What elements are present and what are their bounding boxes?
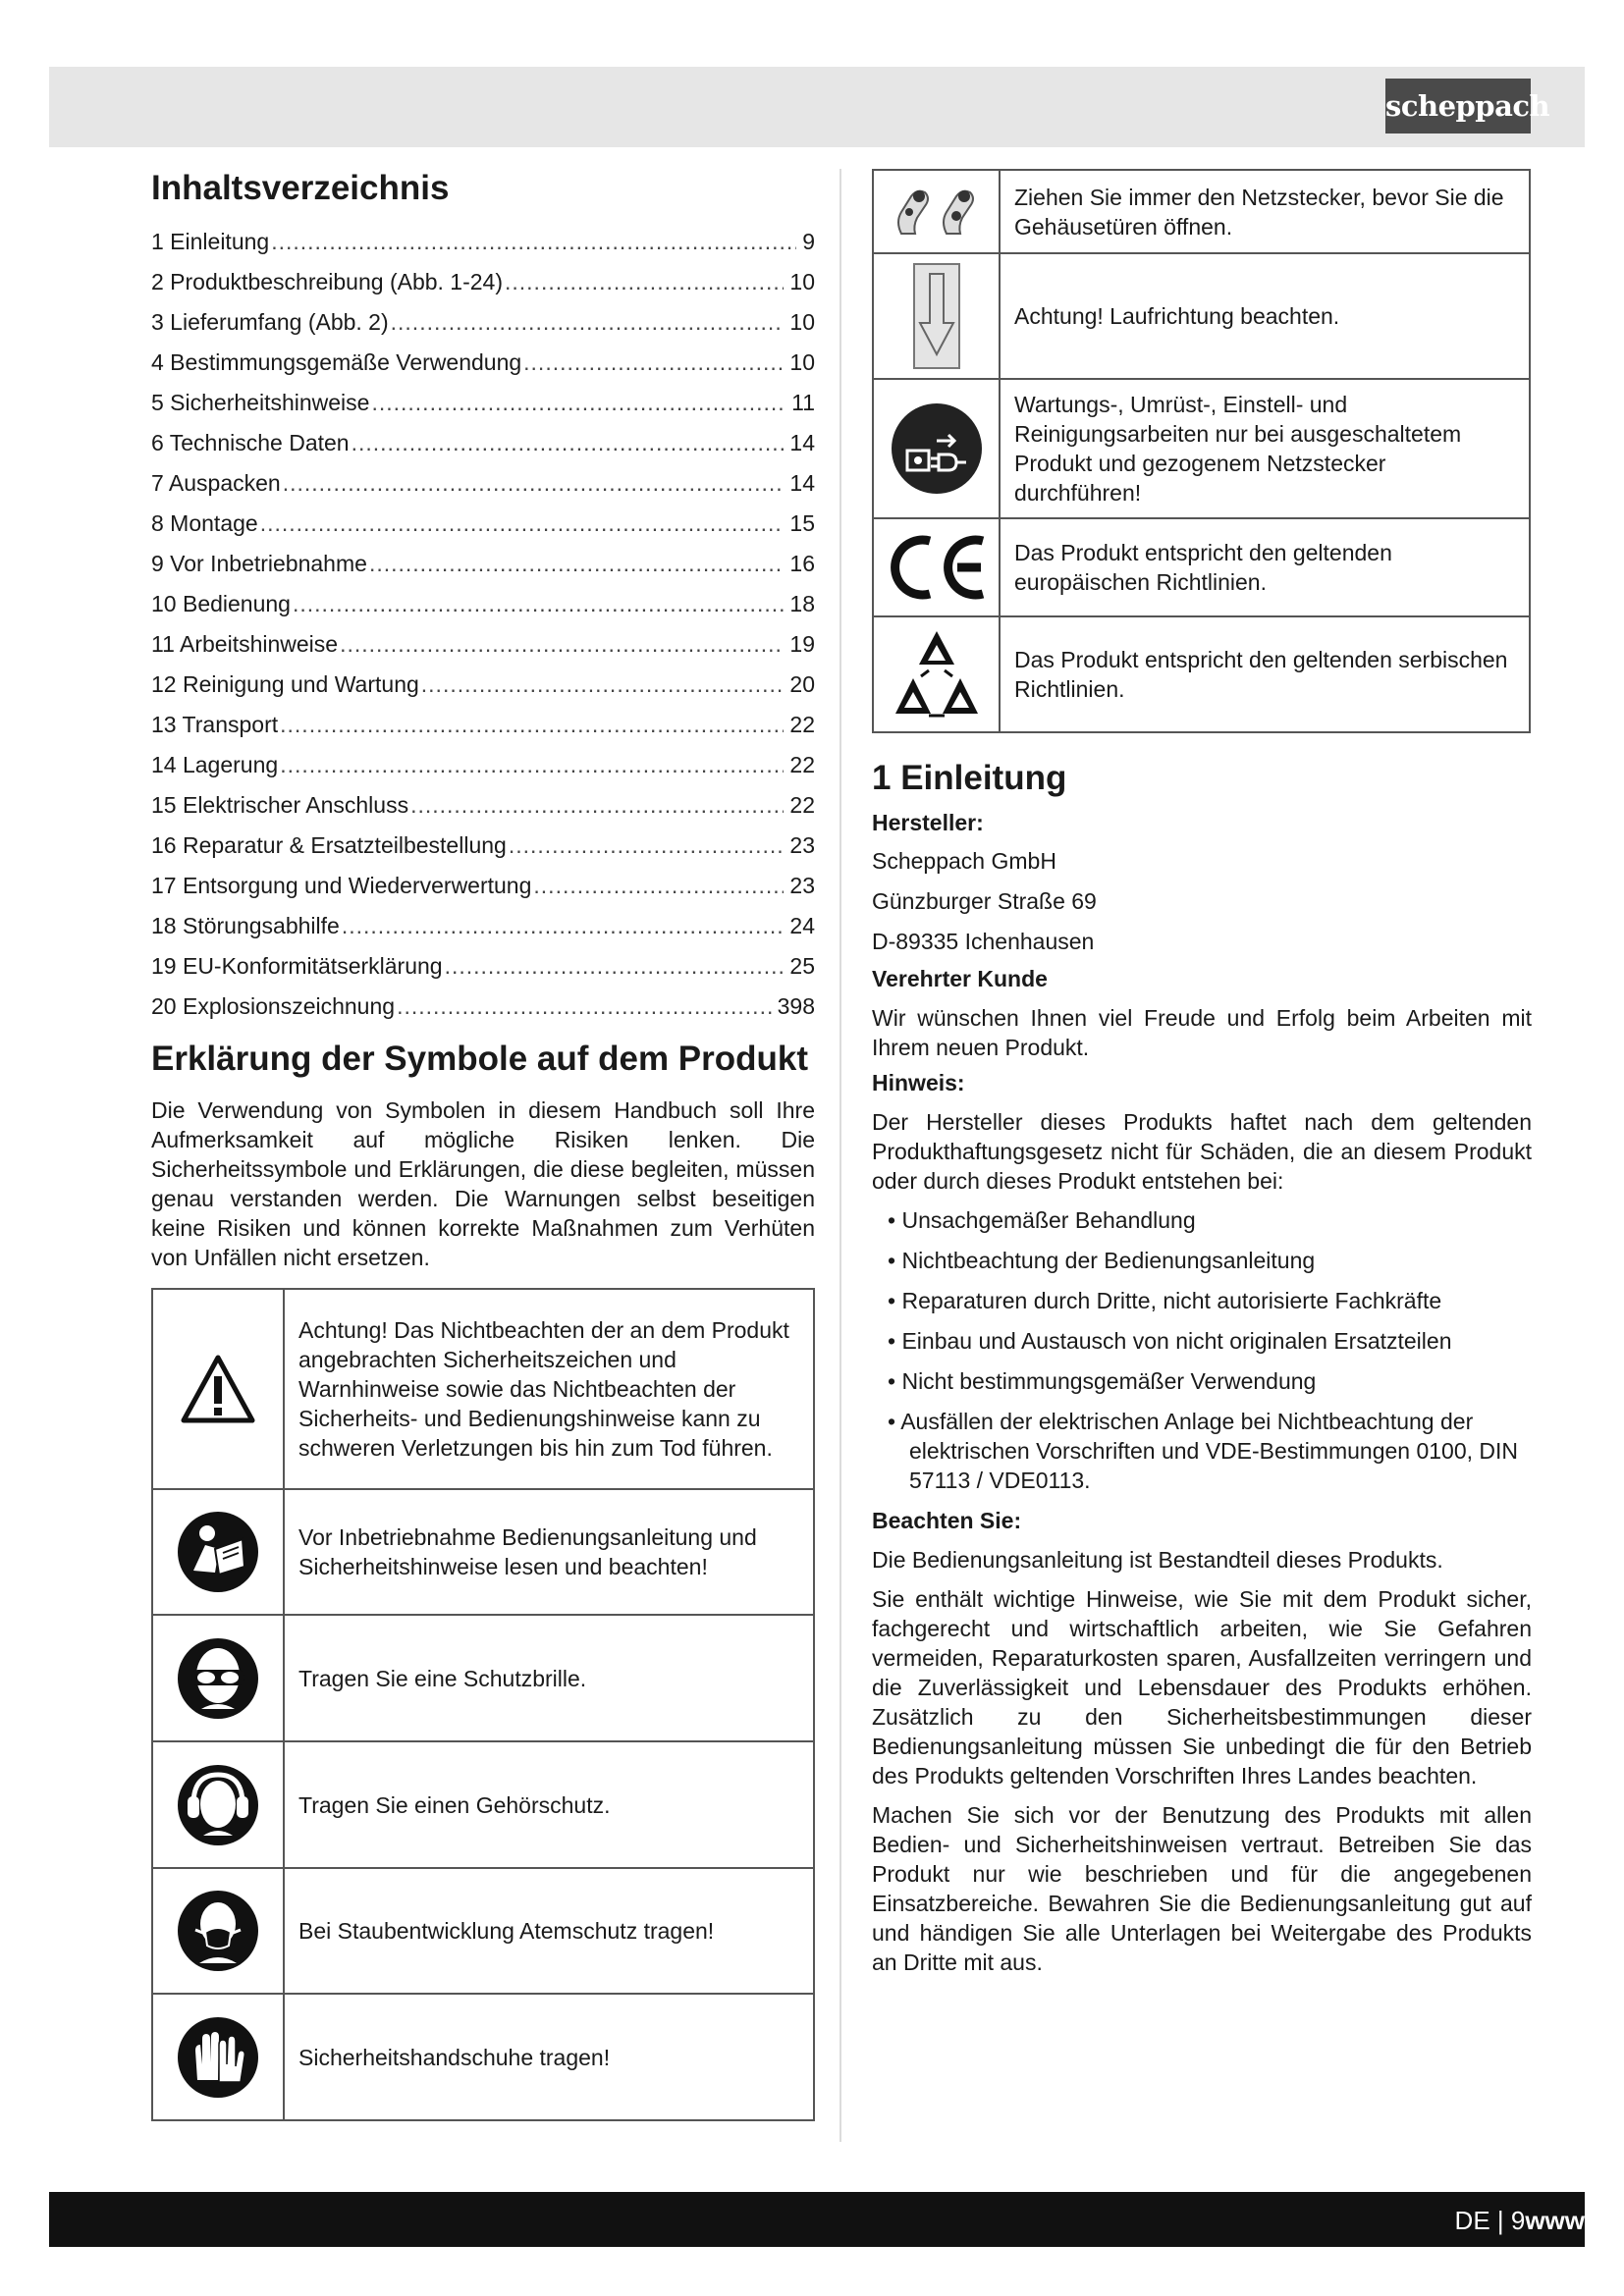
- symbol-text: Ziehen Sie immer den Netzstecker, bevor Sie die Gehäusetüren öffnen.: [1000, 170, 1530, 253]
- liability-list: [872, 1205, 1532, 1495]
- toc-item: [151, 826, 815, 866]
- toc-item: [151, 423, 815, 463]
- symbol-row: [152, 1741, 814, 1868]
- symbol-icon-cell: [152, 1741, 284, 1868]
- toc-leader-dots: [509, 826, 785, 866]
- toc-item: [151, 624, 815, 665]
- toc-item: [151, 302, 815, 343]
- symbol-icon-cell: [152, 1289, 284, 1489]
- symbols-table-left: [151, 1288, 815, 2121]
- observe-paragraph: Sie enthält wichtige Hinweise, wie Sie mit dem Produkt sicher, fachgerecht und wirtschaftlich arbeiten, wie Sie Gefahren vermeiden, Reparaturkosten sparen, Ausfallzeiten verringern und die Zuverlässigkeit und Lebensdauer des Produkts erhöhen. Zusätzlich zu den Sicherheitsbestimmungen dieser Bedienungsanleitung müssen Sie unbedingt die für den Betrieb des Produkts geltenden Vorschriften Ihres Landes beachten.: [872, 1586, 1532, 1789]
- symbol-icon-cell: [152, 1868, 284, 1994]
- toc-leader-dots: [397, 987, 772, 1027]
- toc-item-page: 22: [789, 752, 815, 777]
- toc-item-page: 16: [789, 551, 815, 576]
- toc-leader-dots: [445, 946, 785, 987]
- list-item: • Unsachgemäßer Behandlung: [872, 1205, 1532, 1235]
- toc-item: [151, 745, 815, 785]
- toc-leader-dots: [505, 262, 784, 302]
- symbol-row: [152, 1289, 814, 1489]
- toc-leader-dots: [352, 423, 785, 463]
- symbol-row: [873, 616, 1530, 732]
- note-label: Hinweis:: [872, 1070, 965, 1095]
- toc-item-label: 15 Elektrischer Anschluss: [151, 792, 409, 818]
- toc-item: [151, 343, 815, 383]
- symbol-text: Achtung! Laufrichtung beachten.: [1000, 253, 1530, 379]
- toc-leader-dots: [293, 584, 784, 624]
- safety-glasses-icon: [176, 1636, 260, 1721]
- symbol-icon-cell: [873, 379, 1000, 518]
- toc-title: Inhaltsverzeichnis: [151, 169, 450, 207]
- symbol-text: Das Produkt entspricht den geltenden europäischen Richtlinien.: [1000, 518, 1530, 616]
- warning-triangle-icon: [181, 1355, 255, 1423]
- symbol-icon-cell: [152, 1489, 284, 1615]
- toc-item: [151, 222, 815, 262]
- symbol-text: Achtung! Das Nichtbeachten der an dem Produkt angebrachten Sicherheitszeichen und Warnhinweise sowie das Nichtbeachten der Sicherheits- und Bedienungshinweise kann zu schweren Verletzungen bis hin zum Tod führen.: [284, 1289, 814, 1489]
- toc-leader-dots: [271, 222, 796, 262]
- respirator-icon: [176, 1889, 260, 1973]
- symbol-row: [873, 170, 1530, 253]
- toc-leader-dots: [283, 463, 785, 504]
- toc-item: [151, 987, 815, 1027]
- toc-item-label: 13 Transport: [151, 712, 279, 737]
- toc-item: [151, 665, 815, 705]
- toc-item-label: 9 Vor Inbetriebnahme: [151, 551, 367, 576]
- list-item: • Reparaturen durch Dritte, nicht autorisierte Fachkräfte: [872, 1286, 1532, 1315]
- disconnect-plug-icon: [890, 401, 984, 496]
- symbol-row: [152, 1994, 814, 2120]
- symbol-icon-cell: [873, 518, 1000, 616]
- toc-item-label: 2 Produktbeschreibung (Abb. 1-24): [151, 269, 503, 294]
- toc-item: [151, 383, 815, 423]
- ear-protection-icon: [176, 1763, 260, 1847]
- toc-item-label: 20 Explosionszeichnung: [151, 993, 396, 1019]
- toc-leader-dots: [371, 383, 785, 423]
- toc-item-label: 12 Reinigung und Wartung: [151, 671, 419, 697]
- toc-item: [151, 866, 815, 906]
- safety-gloves-icon: [176, 2015, 260, 2100]
- toc-item: [151, 785, 815, 826]
- toc-item-label: 10 Bedienung: [151, 591, 291, 616]
- toc-leader-dots: [410, 785, 784, 826]
- symbol-text: Wartungs-, Umrüst-, Einstell- und Reinigungsarbeiten nur bei ausgeschaltetem Produkt und gezogenem Netzstecker durchführen!: [1000, 379, 1530, 518]
- symbol-icon-cell: [873, 170, 1000, 253]
- toc-leader-dots: [340, 624, 784, 665]
- toc-item-label: 14 Lagerung: [151, 752, 279, 777]
- toc-item-page: 23: [789, 873, 815, 898]
- symbol-text: Das Produkt entspricht den geltenden serbischen Richtlinien.: [1000, 616, 1530, 732]
- toc-item: [151, 584, 815, 624]
- toc-item: [151, 504, 815, 544]
- symbol-row: [873, 379, 1530, 518]
- toc-leader-dots: [391, 302, 785, 343]
- toc-item-label: 8 Montage: [151, 510, 258, 536]
- toc-item-label: 5 Sicherheitshinweise: [151, 390, 370, 415]
- toc-leader-dots: [342, 906, 785, 946]
- list-item: • Ausfällen der elektrischen Anlage bei Nichtbeachtung der elektrischen Vorschriften und VDE-Bestimmungen 0100, DIN 57113 / VDE0113.: [872, 1407, 1532, 1495]
- symbol-icon-cell: [152, 1615, 284, 1741]
- footer-bar: [49, 2192, 1585, 2247]
- symbol-text: Sicherheitshandschuhe tragen!: [284, 1994, 814, 2120]
- address-line: Günzburger Straße 69: [872, 888, 1097, 914]
- toc-item-page: 14: [789, 470, 815, 496]
- symbols-intro: Die Verwendung von Symbolen in diesem Handbuch soll Ihre Aufmerksamkeit auf mögliche Risiken lenken. Die Sicherheitssymbole und Erklärungen, die diese begleiten, müssen genau verstanden werden. Die Warnungen selbst beseitigen keine Risiken und können korrekte Maßnahmen zum Verhüten von Unfällen nicht ersetzen.: [151, 1097, 815, 1270]
- toc-item-page: 9: [802, 229, 815, 254]
- toc-item-page: 20: [789, 671, 815, 697]
- address-line: D-89335 Ichenhausen: [872, 929, 1095, 954]
- toc-item-page: 11: [791, 390, 815, 415]
- toc-item: [151, 463, 815, 504]
- toc-item-page: 10: [789, 349, 815, 375]
- read-manual-icon: [176, 1510, 260, 1594]
- toc-item-page: 25: [789, 953, 815, 979]
- toc-item-page: 15: [789, 510, 815, 536]
- toc-item: [151, 946, 815, 987]
- address-line: Scheppach GmbH: [872, 848, 1056, 874]
- list-item: • Nicht bestimmungsgemäßer Verwendung: [872, 1366, 1532, 1396]
- toc-item-page: 22: [789, 792, 815, 818]
- toc-leader-dots: [523, 343, 784, 383]
- toc-item-page: 14: [789, 430, 815, 455]
- toc-leader-dots: [533, 866, 784, 906]
- toc-leader-dots: [421, 665, 785, 705]
- toc-item: [151, 544, 815, 584]
- symbol-row: [152, 1489, 814, 1615]
- toc-item-page: 19: [789, 631, 815, 657]
- observe-paragraph: Machen Sie sich vor der Benutzung des Produkts mit allen Bedien- und Sicherheitshinweisen vertraut. Betreiben Sie das Produkt nur wie beschrieben und für die angegebenen Einsatzbereiche. Bewahren Sie die Bedienungsanleitung gut auf und händigen Sie alle Unterlagen bei Weitergabe des Produkts an Dritte mit aus.: [872, 1802, 1532, 1975]
- symbol-icon-cell: [873, 253, 1000, 379]
- toc-item-label: 7 Auspacken: [151, 470, 281, 496]
- toc-item-page: 23: [789, 832, 815, 858]
- symbol-row: [152, 1868, 814, 1994]
- symbols-title: Erklärung der Symbole auf dem Produkt: [151, 1040, 809, 1078]
- ce-mark-icon: [883, 533, 991, 602]
- symbol-icon-cell: [873, 616, 1000, 732]
- unplug-icon: [892, 183, 982, 241]
- toc-item-page: 18: [789, 591, 815, 616]
- toc-item-page: 10: [789, 269, 815, 294]
- serbian-conformity-icon: [890, 627, 984, 721]
- symbol-icon-cell: [152, 1994, 284, 2120]
- column-divider: [839, 169, 841, 2142]
- footer-url: www: [1525, 2206, 1585, 2235]
- direction-arrow-icon: [912, 262, 961, 370]
- toc-item-label: 3 Lieferumfang (Abb. 2): [151, 309, 389, 335]
- toc-item: [151, 262, 815, 302]
- table-of-contents: [151, 222, 815, 1027]
- header-bar: [49, 67, 1585, 147]
- toc-item-label: 6 Technische Daten: [151, 430, 350, 455]
- toc-item-page: 24: [789, 913, 815, 938]
- toc-leader-dots: [369, 544, 784, 584]
- toc-leader-dots: [280, 745, 784, 785]
- customer-label: Verehrter Kunde: [872, 966, 1048, 991]
- left-column: [151, 167, 815, 2121]
- toc-item-page: 10: [789, 309, 815, 335]
- symbol-row: [152, 1615, 814, 1741]
- symbol-row: [873, 518, 1530, 616]
- list-item: • Nichtbeachtung der Bedienungsanleitung: [872, 1246, 1532, 1275]
- toc-item-label: 1 Einleitung: [151, 229, 270, 254]
- symbol-text: Tragen Sie eine Schutzbrille.: [284, 1615, 814, 1741]
- symbols-table-right: [872, 169, 1531, 733]
- list-item: • Einbau und Austausch von nicht originalen Ersatzteilen: [872, 1326, 1532, 1356]
- intro-title: 1 Einleitung: [872, 759, 1067, 797]
- toc-item: [151, 906, 815, 946]
- toc-item-page: 22: [789, 712, 815, 737]
- footer-page-label: [1455, 2208, 1585, 2233]
- symbol-row: [873, 253, 1530, 379]
- toc-item-label: 17 Entsorgung und Wiederverwertung: [151, 873, 532, 898]
- manufacturer-address: [872, 841, 1532, 962]
- toc-item-page: 398: [777, 993, 815, 1019]
- note-text: Der Hersteller dieses Produkts haftet nach dem geltenden Produkthaftungsgesetz nicht für Schäden, die an diesem Produkt oder durch dieses Produkt entstehen bei:: [872, 1109, 1532, 1194]
- toc-item-label: 18 Störungsabhilfe: [151, 913, 340, 938]
- toc-item: [151, 705, 815, 745]
- toc-leader-dots: [280, 705, 784, 745]
- toc-item-label: 19 EU-Konformitätserklärung: [151, 953, 443, 979]
- observe-paragraph: Die Bedienungsanleitung ist Bestandteil dieses Produkts.: [872, 1547, 1443, 1573]
- toc-item-label: 11 Arbeitshinweise: [151, 631, 339, 657]
- toc-item-label: 4 Bestimmungsgemäße Verwendung: [151, 349, 522, 375]
- toc-item-label: 16 Reparatur & Ersatzteilbestellung: [151, 832, 507, 858]
- symbol-text: Tragen Sie einen Gehörschutz.: [284, 1741, 814, 1868]
- scheppach-logo: scheppach: [1385, 79, 1531, 133]
- customer-text: Wir wünschen Ihnen viel Freude und Erfolg beim Arbeiten mit Ihrem neuen Produkt.: [872, 1005, 1532, 1060]
- observe-label: Beachten Sie:: [872, 1508, 1022, 1533]
- symbol-text: Vor Inbetriebnahme Bedienungsanleitung und Sicherheitshinweise lesen und beachten!: [284, 1489, 814, 1615]
- manufacturer-label: Hersteller:: [872, 810, 984, 835]
- symbol-text: Bei Staubentwicklung Atemschutz tragen!: [284, 1868, 814, 1994]
- toc-leader-dots: [260, 504, 785, 544]
- page-number: DE | 9: [1454, 2206, 1526, 2235]
- right-column: [872, 169, 1532, 1977]
